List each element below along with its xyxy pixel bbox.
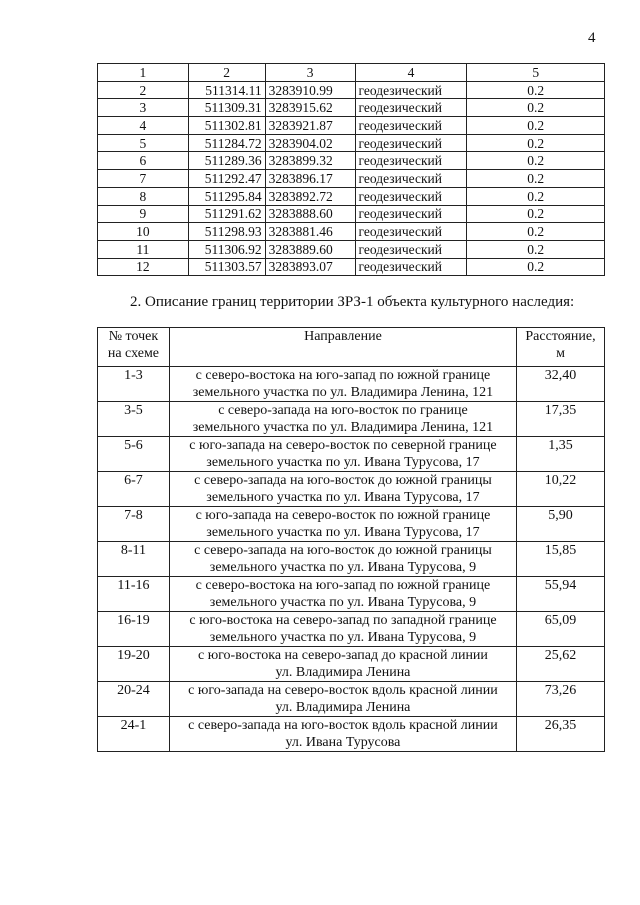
coordinates-header-cell: 1 (98, 64, 189, 82)
direction-line1: с северо-запада на юго-восток по границе (218, 403, 468, 418)
distance-cell: 32,40 (517, 367, 605, 402)
border-row (98, 577, 605, 612)
points-cell: 5-6 (98, 437, 170, 472)
points-cell: 8-11 (98, 542, 170, 577)
coordinates-cell: 511302.81 (188, 117, 265, 135)
border-description-table (97, 327, 605, 752)
coordinates-cell: геодезический (355, 170, 467, 188)
border-row (98, 717, 605, 752)
coordinates-cell: 0.2 (467, 205, 605, 223)
coordinates-header-cell: 2 (188, 64, 265, 82)
direction-line2: земельного участка по ул. Ивана Турусова, 9 (209, 630, 477, 645)
points-cell: 19-20 (98, 647, 170, 682)
coordinates-cell: 511292.47 (188, 170, 265, 188)
coordinates-row (98, 170, 605, 188)
points-cell: 3-5 (98, 402, 170, 437)
direction-line1: с северо-востока на юго-запад по южной границе (195, 368, 491, 383)
direction-cell (169, 437, 516, 472)
coordinates-cell: геодезический (355, 205, 467, 223)
coordinates-cell: геодезический (355, 117, 467, 135)
direction-cell (169, 682, 516, 717)
coordinates-cell: 511284.72 (188, 134, 265, 152)
points-cell: 24-1 (98, 717, 170, 752)
coordinates-cell: 3283881.46 (265, 223, 355, 241)
coordinates-cell: 3283893.07 (265, 258, 355, 276)
coordinates-row (98, 258, 605, 276)
distance-cell: 15,85 (517, 542, 605, 577)
coordinates-cell: 3283915.62 (265, 99, 355, 117)
coordinates-cell: 511303.57 (188, 258, 265, 276)
border-row (98, 682, 605, 717)
direction-header: Направление (169, 328, 516, 367)
coordinates-cell: 511314.11 (188, 81, 265, 99)
direction-line1: с юго-востока на северо-запад по западной границе (189, 613, 497, 628)
coordinates-cell: 11 (98, 240, 189, 258)
coordinates-cell: 0.2 (467, 170, 605, 188)
distance-cell: 5,90 (517, 507, 605, 542)
coordinates-cell: 6 (98, 152, 189, 170)
coordinates-row (98, 117, 605, 135)
border-row (98, 367, 605, 402)
coordinates-row (98, 240, 605, 258)
direction-cell (169, 647, 516, 682)
coordinates-cell: 9 (98, 205, 189, 223)
direction-line2: земельного участка по ул. Владимира Ленина, 121 (192, 420, 494, 435)
distance-cell: 17,35 (517, 402, 605, 437)
coordinates-cell: 3 (98, 99, 189, 117)
direction-line2: земельного участка по ул. Ивана Турусова, 17 (206, 455, 480, 470)
coordinates-cell: 3283921.87 (265, 117, 355, 135)
coordinates-cell: 511289.36 (188, 152, 265, 170)
distance-cell: 10,22 (517, 472, 605, 507)
coordinates-cell: 3283892.72 (265, 187, 355, 205)
points-header-line2: на схеме (107, 346, 160, 361)
coordinates-cell: 2 (98, 81, 189, 99)
coordinates-cell: 0.2 (467, 258, 605, 276)
distance-cell: 26,35 (517, 717, 605, 752)
coordinates-cell: 511298.93 (188, 223, 265, 241)
coordinates-cell: 511295.84 (188, 187, 265, 205)
border-row (98, 542, 605, 577)
distance-header-line1: Расстояние, (525, 329, 596, 344)
coordinates-cell: 3283889.60 (265, 240, 355, 258)
coordinates-row (98, 81, 605, 99)
direction-line2: земельного участка по ул. Ивана Турусова, 9 (209, 560, 477, 575)
coordinates-row (98, 223, 605, 241)
direction-cell (169, 577, 516, 612)
coordinates-cell: геодезический (355, 258, 467, 276)
coordinates-cell: геодезический (355, 240, 467, 258)
coordinates-cell: 0.2 (467, 187, 605, 205)
coordinates-cell: 0.2 (467, 81, 605, 99)
coordinates-cell: геодезический (355, 81, 467, 99)
points-cell: 6-7 (98, 472, 170, 507)
coordinates-cell: 3283910.99 (265, 81, 355, 99)
direction-line2: ул. Владимира Ленина (275, 665, 411, 680)
direction-line2: земельного участка по ул. Владимира Ленина, 121 (192, 385, 494, 400)
border-row (98, 507, 605, 542)
coordinates-cell: 511309.31 (188, 99, 265, 117)
points-header (98, 328, 170, 367)
distance-header (517, 328, 605, 367)
border-row (98, 647, 605, 682)
direction-line1: с юго-запада на северо-восток вдоль красной линии (188, 683, 498, 698)
border-row (98, 612, 605, 647)
points-cell: 1-3 (98, 367, 170, 402)
coordinates-cell: 3283888.60 (265, 205, 355, 223)
coordinates-row (98, 152, 605, 170)
direction-line1: с северо-востока на юго-запад по южной границе (195, 578, 491, 593)
points-cell: 11-16 (98, 577, 170, 612)
points-header-line1: № точек (108, 329, 159, 344)
coordinates-cell: 3283899.32 (265, 152, 355, 170)
coordinates-cell: 4 (98, 117, 189, 135)
points-cell: 16-19 (98, 612, 170, 647)
direction-cell (169, 507, 516, 542)
coordinates-cell: геодезический (355, 134, 467, 152)
coordinates-header-cell: 3 (265, 64, 355, 82)
direction-line1: с северо-запада на юго-восток вдоль красной линии (188, 718, 498, 733)
coordinates-cell: 0.2 (467, 152, 605, 170)
coordinates-cell: геодезический (355, 223, 467, 241)
distance-cell: 25,62 (517, 647, 605, 682)
distance-header-line2: м (556, 346, 565, 361)
distance-cell: 1,35 (517, 437, 605, 472)
distance-cell: 65,09 (517, 612, 605, 647)
border-header-row (98, 328, 605, 367)
direction-line1: с юго-востока на северо-запад до красной линии (197, 648, 488, 663)
coordinates-cell: 12 (98, 258, 189, 276)
coordinates-cell: 5 (98, 134, 189, 152)
direction-line1: с юго-запада на северо-восток по северной границе (189, 438, 497, 453)
direction-line2: земельного участка по ул. Ивана Турусова, 17 (206, 490, 480, 505)
coordinates-row (98, 134, 605, 152)
direction-cell (169, 717, 516, 752)
page-number: 4 (588, 30, 596, 46)
direction-line2: ул. Ивана Турусова (285, 735, 401, 750)
distance-cell: 55,94 (517, 577, 605, 612)
direction-line1: с северо-запада на юго-восток до южной границы (194, 543, 492, 558)
direction-line2: ул. Владимира Ленина (275, 700, 411, 715)
coordinates-cell: 0.2 (467, 134, 605, 152)
direction-line1: с юго-запада на северо-восток по южной границе (195, 508, 491, 523)
coordinates-table (97, 63, 605, 276)
coordinates-cell: 0.2 (467, 117, 605, 135)
direction-line2: земельного участка по ул. Ивана Турусова, 17 (206, 525, 480, 540)
points-cell: 20-24 (98, 682, 170, 717)
border-row (98, 472, 605, 507)
coordinates-cell: 0.2 (467, 240, 605, 258)
coordinates-header-cell: 5 (467, 64, 605, 82)
direction-cell (169, 367, 516, 402)
points-cell: 7-8 (98, 507, 170, 542)
coordinates-cell: 0.2 (467, 223, 605, 241)
direction-cell (169, 472, 516, 507)
coordinates-row (98, 205, 605, 223)
border-row (98, 437, 605, 472)
section-heading: 2. Описание границ территории ЗРЗ-1 объекта культурного наследия: (130, 294, 575, 310)
direction-cell (169, 402, 516, 437)
direction-line2: земельного участка по ул. Ивана Турусова, 9 (209, 595, 477, 610)
direction-cell (169, 542, 516, 577)
coordinates-cell: геодезический (355, 187, 467, 205)
coordinates-cell: 8 (98, 187, 189, 205)
coordinates-cell: 511306.92 (188, 240, 265, 258)
coordinates-cell: 10 (98, 223, 189, 241)
coordinates-cell: 511291.62 (188, 205, 265, 223)
distance-cell: 73,26 (517, 682, 605, 717)
coordinates-header-row (98, 64, 605, 82)
direction-cell (169, 612, 516, 647)
direction-line1: с северо-запада на юго-восток до южной границы (194, 473, 492, 488)
coordinates-row (98, 99, 605, 117)
coordinates-header-cell: 4 (355, 64, 467, 82)
coordinates-cell: геодезический (355, 152, 467, 170)
coordinates-cell: 3283904.02 (265, 134, 355, 152)
coordinates-cell: 0.2 (467, 99, 605, 117)
coordinates-cell: геодезический (355, 99, 467, 117)
coordinates-cell: 7 (98, 170, 189, 188)
border-row (98, 402, 605, 437)
coordinates-row (98, 187, 605, 205)
coordinates-cell: 3283896.17 (265, 170, 355, 188)
